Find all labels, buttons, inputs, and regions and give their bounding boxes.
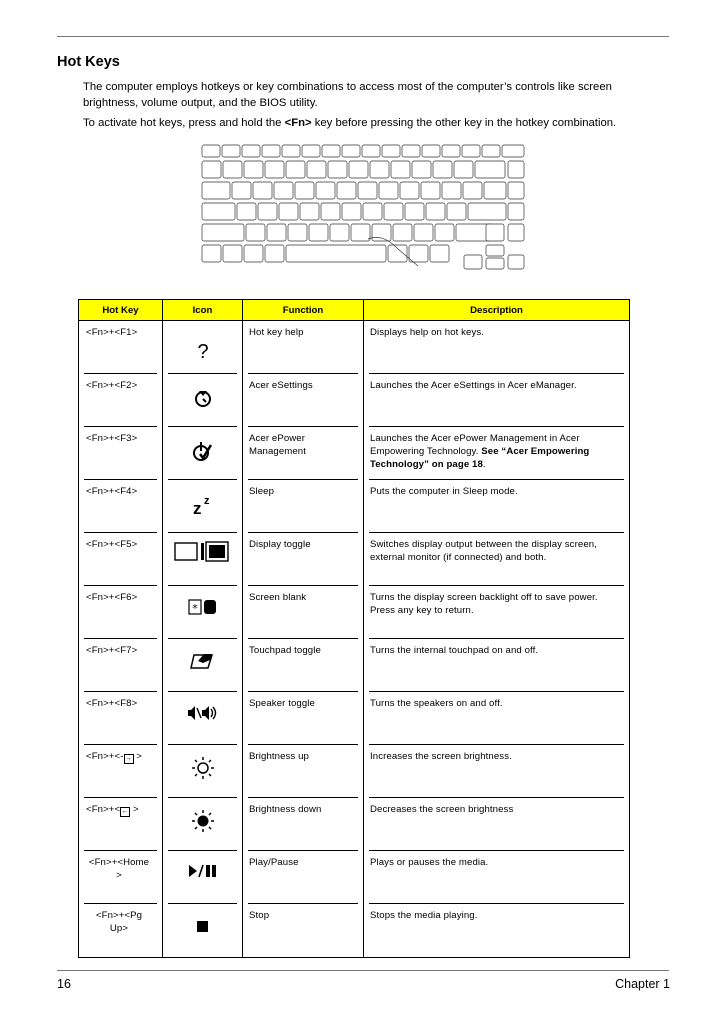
hotkey-cell: <Fn>+<F8> (86, 698, 138, 709)
keyboard-key (295, 182, 314, 199)
brightness-down-icon (163, 809, 242, 833)
hotkey-cell: <Fn>+<Pg Up> (95, 910, 143, 934)
keyboard-key (508, 255, 524, 269)
touchpad-icon (163, 651, 242, 671)
col-header-icon: Icon (163, 300, 243, 321)
brightness-up-icon (163, 756, 242, 780)
keyboard-key (433, 161, 452, 178)
hotkey-table (78, 299, 630, 958)
description-cell: Displays help on hot keys. (370, 327, 485, 338)
keyboard-key (265, 161, 284, 178)
question-mark-icon (163, 336, 242, 366)
col-header-function: Function (243, 300, 364, 321)
sleep-icon (163, 492, 242, 518)
keyboard-key (508, 224, 524, 241)
table-row (79, 427, 630, 480)
keyboard-key (202, 245, 221, 262)
keyboard-key (244, 161, 263, 178)
hotkey-cell: <Fn>+<F7> (86, 645, 138, 656)
table-row (79, 904, 630, 958)
hotkey-cell: <Fn>+<-→ > (86, 751, 142, 762)
play-pause-icon (163, 863, 242, 879)
keyboard-key (316, 182, 335, 199)
screen-blank-icon (163, 598, 242, 618)
keyboard-key (442, 145, 460, 157)
hotkey-cell: <Fn>+<F3> (86, 433, 138, 444)
keyboard-key (202, 161, 221, 178)
intro-line-2: brightness, volume output, and the BIOS utility. (83, 97, 318, 109)
keyboard-key (435, 224, 454, 241)
col-header-hotkey: Hot Key (79, 300, 163, 321)
keyboard-key (358, 182, 377, 199)
hotkey-cell: <Fn>+<F2> (86, 380, 138, 391)
hotkey-cell: <Fn>+<Home > (88, 857, 150, 881)
keyboard-key (382, 145, 400, 157)
keyboard-key (482, 145, 500, 157)
function-cell: Brightness down (249, 804, 322, 815)
keyboard-key (508, 203, 524, 220)
table-row (79, 480, 630, 533)
col-header-description: Description (364, 300, 630, 321)
keyboard-key (307, 161, 326, 178)
chapter-label: Chapter 1 (615, 977, 670, 991)
keyboard-key (447, 203, 466, 220)
table-row (79, 851, 630, 904)
description-cell: Launches the Acer eSettings in Acer eManager. (370, 380, 577, 391)
keyboard-key (330, 224, 349, 241)
keyboard-key (262, 145, 280, 157)
keyboard-key (265, 245, 284, 262)
keyboard-key (349, 161, 368, 178)
svg-text:?: ? (196, 341, 209, 363)
keyboard-key (379, 182, 398, 199)
keyboard-key (279, 203, 298, 220)
keyboard-key (302, 145, 320, 157)
keyboard-key (321, 203, 340, 220)
hotkey-cell: <Fn>+<F6> (86, 592, 138, 603)
table-header-row (79, 300, 630, 321)
keyboard-key (391, 161, 410, 178)
keyboard-key (454, 161, 473, 178)
keyboard-key (232, 182, 251, 199)
keyboard-key (223, 245, 242, 262)
keyboard-key (202, 182, 230, 199)
display-toggle-icon (163, 541, 242, 563)
function-cell: Display toggle (249, 539, 311, 550)
description-cell: Turns the internal touchpad on and off. (370, 645, 539, 656)
keyboard-key (430, 245, 449, 262)
keyboard-key (412, 161, 431, 178)
stop-icon (163, 920, 242, 934)
intro-line-1: The computer employs hotkeys or key combinations to access most of the computer’s controls like screen (83, 81, 612, 93)
table-row (79, 533, 630, 586)
table-row (79, 745, 630, 798)
keyboard-key (363, 203, 382, 220)
description-cell: Puts the computer in Sleep mode. (370, 486, 518, 497)
function-cell: Stop (249, 910, 270, 921)
keyboard-key (462, 145, 480, 157)
keyboard-key (286, 161, 305, 178)
function-cell: Acer eSettings (249, 380, 313, 391)
esettings-icon (163, 387, 242, 409)
keyboard-key (370, 161, 389, 178)
keyboard-key (342, 145, 360, 157)
hotkey-cell: <Fn>+<← > (86, 804, 139, 815)
keyboard-key (322, 145, 340, 157)
keyboard-key (388, 245, 407, 262)
keyboard-key (286, 245, 386, 262)
function-cell: Play/Pause (249, 857, 299, 868)
table-row (79, 374, 630, 427)
arrow-key-icon: → (124, 755, 133, 762)
svg-text:*: * (191, 602, 198, 615)
keyboard-key (486, 224, 504, 241)
keyboard-key (242, 145, 260, 157)
description-cell: Decreases the screen brightness (370, 804, 514, 815)
keyboard-key (405, 203, 424, 220)
description-cell: Launches the Acer ePower Management in Acer Empowering Technology. See “Acer Empowering Technology” on page 18. (370, 433, 590, 470)
keyboard-key (421, 182, 440, 199)
keyboard-key (222, 145, 240, 157)
keyboard-key (246, 224, 265, 241)
intro-line-3: To activate hot keys, press and hold the <Fn> key before pressing the other key in the hotkey combination. (83, 117, 617, 129)
function-cell: Screen blank (249, 592, 307, 603)
table-row (79, 586, 630, 639)
keyboard-key (282, 145, 300, 157)
keyboard-key (223, 161, 242, 178)
keyboard-key (463, 182, 482, 199)
table-row (79, 692, 630, 745)
keyboard-key (508, 161, 524, 178)
function-cell: Acer ePower Management (249, 433, 306, 457)
description-cell: Turns the speakers on and off. (370, 698, 503, 709)
description-cell: Turns the display screen backlight off to save power. Press any key to return. (370, 592, 598, 616)
keyboard-key (414, 224, 433, 241)
keyboard-key (202, 224, 244, 241)
keyboard-key (400, 182, 419, 199)
keyboard-key (486, 258, 504, 269)
hotkey-cell: <Fn>+<F5> (86, 539, 138, 550)
svg-text:z: z (192, 499, 201, 518)
table-row (79, 321, 630, 375)
description-cell: Plays or pauses the media. (370, 857, 489, 868)
keyboard-key (362, 145, 380, 157)
keyboard-key (426, 203, 445, 220)
keyboard-key (267, 224, 286, 241)
keyboard-key (468, 203, 506, 220)
keyboard-key (274, 182, 293, 199)
hotkey-cell: <Fn>+<F1> (86, 327, 138, 338)
header-rule (57, 36, 669, 37)
keyboard-key (258, 203, 277, 220)
keyboard-key (351, 224, 370, 241)
description-cell: Stops the media playing. (370, 910, 478, 921)
table-row (79, 639, 630, 692)
keyboard-key (464, 255, 482, 269)
keyboard-key (337, 182, 356, 199)
keyboard-key (508, 182, 524, 199)
keyboard-diagram (198, 141, 528, 277)
table-row (79, 798, 630, 851)
function-cell: Sleep (249, 486, 275, 497)
keyboard-key (237, 203, 256, 220)
epower-icon (163, 439, 242, 463)
fn-key-label: <Fn> (284, 117, 312, 129)
keyboard-key (402, 145, 420, 157)
keyboard-key (202, 145, 220, 157)
keyboard-key (393, 224, 412, 241)
keyboard-key (202, 203, 235, 220)
keyboard-key (486, 245, 504, 256)
speaker-icon (163, 703, 242, 723)
function-cell: Brightness up (249, 751, 309, 762)
keyboard-key (328, 161, 347, 178)
keyboard-key (372, 224, 391, 241)
keyboard-key (300, 203, 319, 220)
keyboard-key (484, 182, 506, 199)
arrow-key-icon: ← (121, 808, 129, 815)
svg-text:z: z (203, 495, 209, 507)
keyboard-key (288, 224, 307, 241)
description-cell: Switches display output between the display screen, external monitor (if connected) and both. (370, 539, 597, 563)
keyboard-key (475, 161, 505, 178)
keyboard-key (342, 203, 361, 220)
keyboard-key (384, 203, 403, 220)
keyboard-key (409, 245, 428, 262)
page-number: 16 (57, 977, 71, 991)
function-cell: Hot key help (249, 327, 304, 338)
keyboard-key (253, 182, 272, 199)
keyboard-key (442, 182, 461, 199)
description-cell: Increases the screen brightness. (370, 751, 512, 762)
footer-rule (57, 970, 669, 971)
function-cell: Speaker toggle (249, 698, 315, 709)
hotkey-cell: <Fn>+<F4> (86, 486, 138, 497)
keyboard-key (309, 224, 328, 241)
keyboard-key (422, 145, 440, 157)
keyboard-key (244, 245, 263, 262)
section-title: Hot Keys (57, 54, 120, 70)
function-cell: Touchpad toggle (249, 645, 321, 656)
keyboard-key (502, 145, 524, 157)
